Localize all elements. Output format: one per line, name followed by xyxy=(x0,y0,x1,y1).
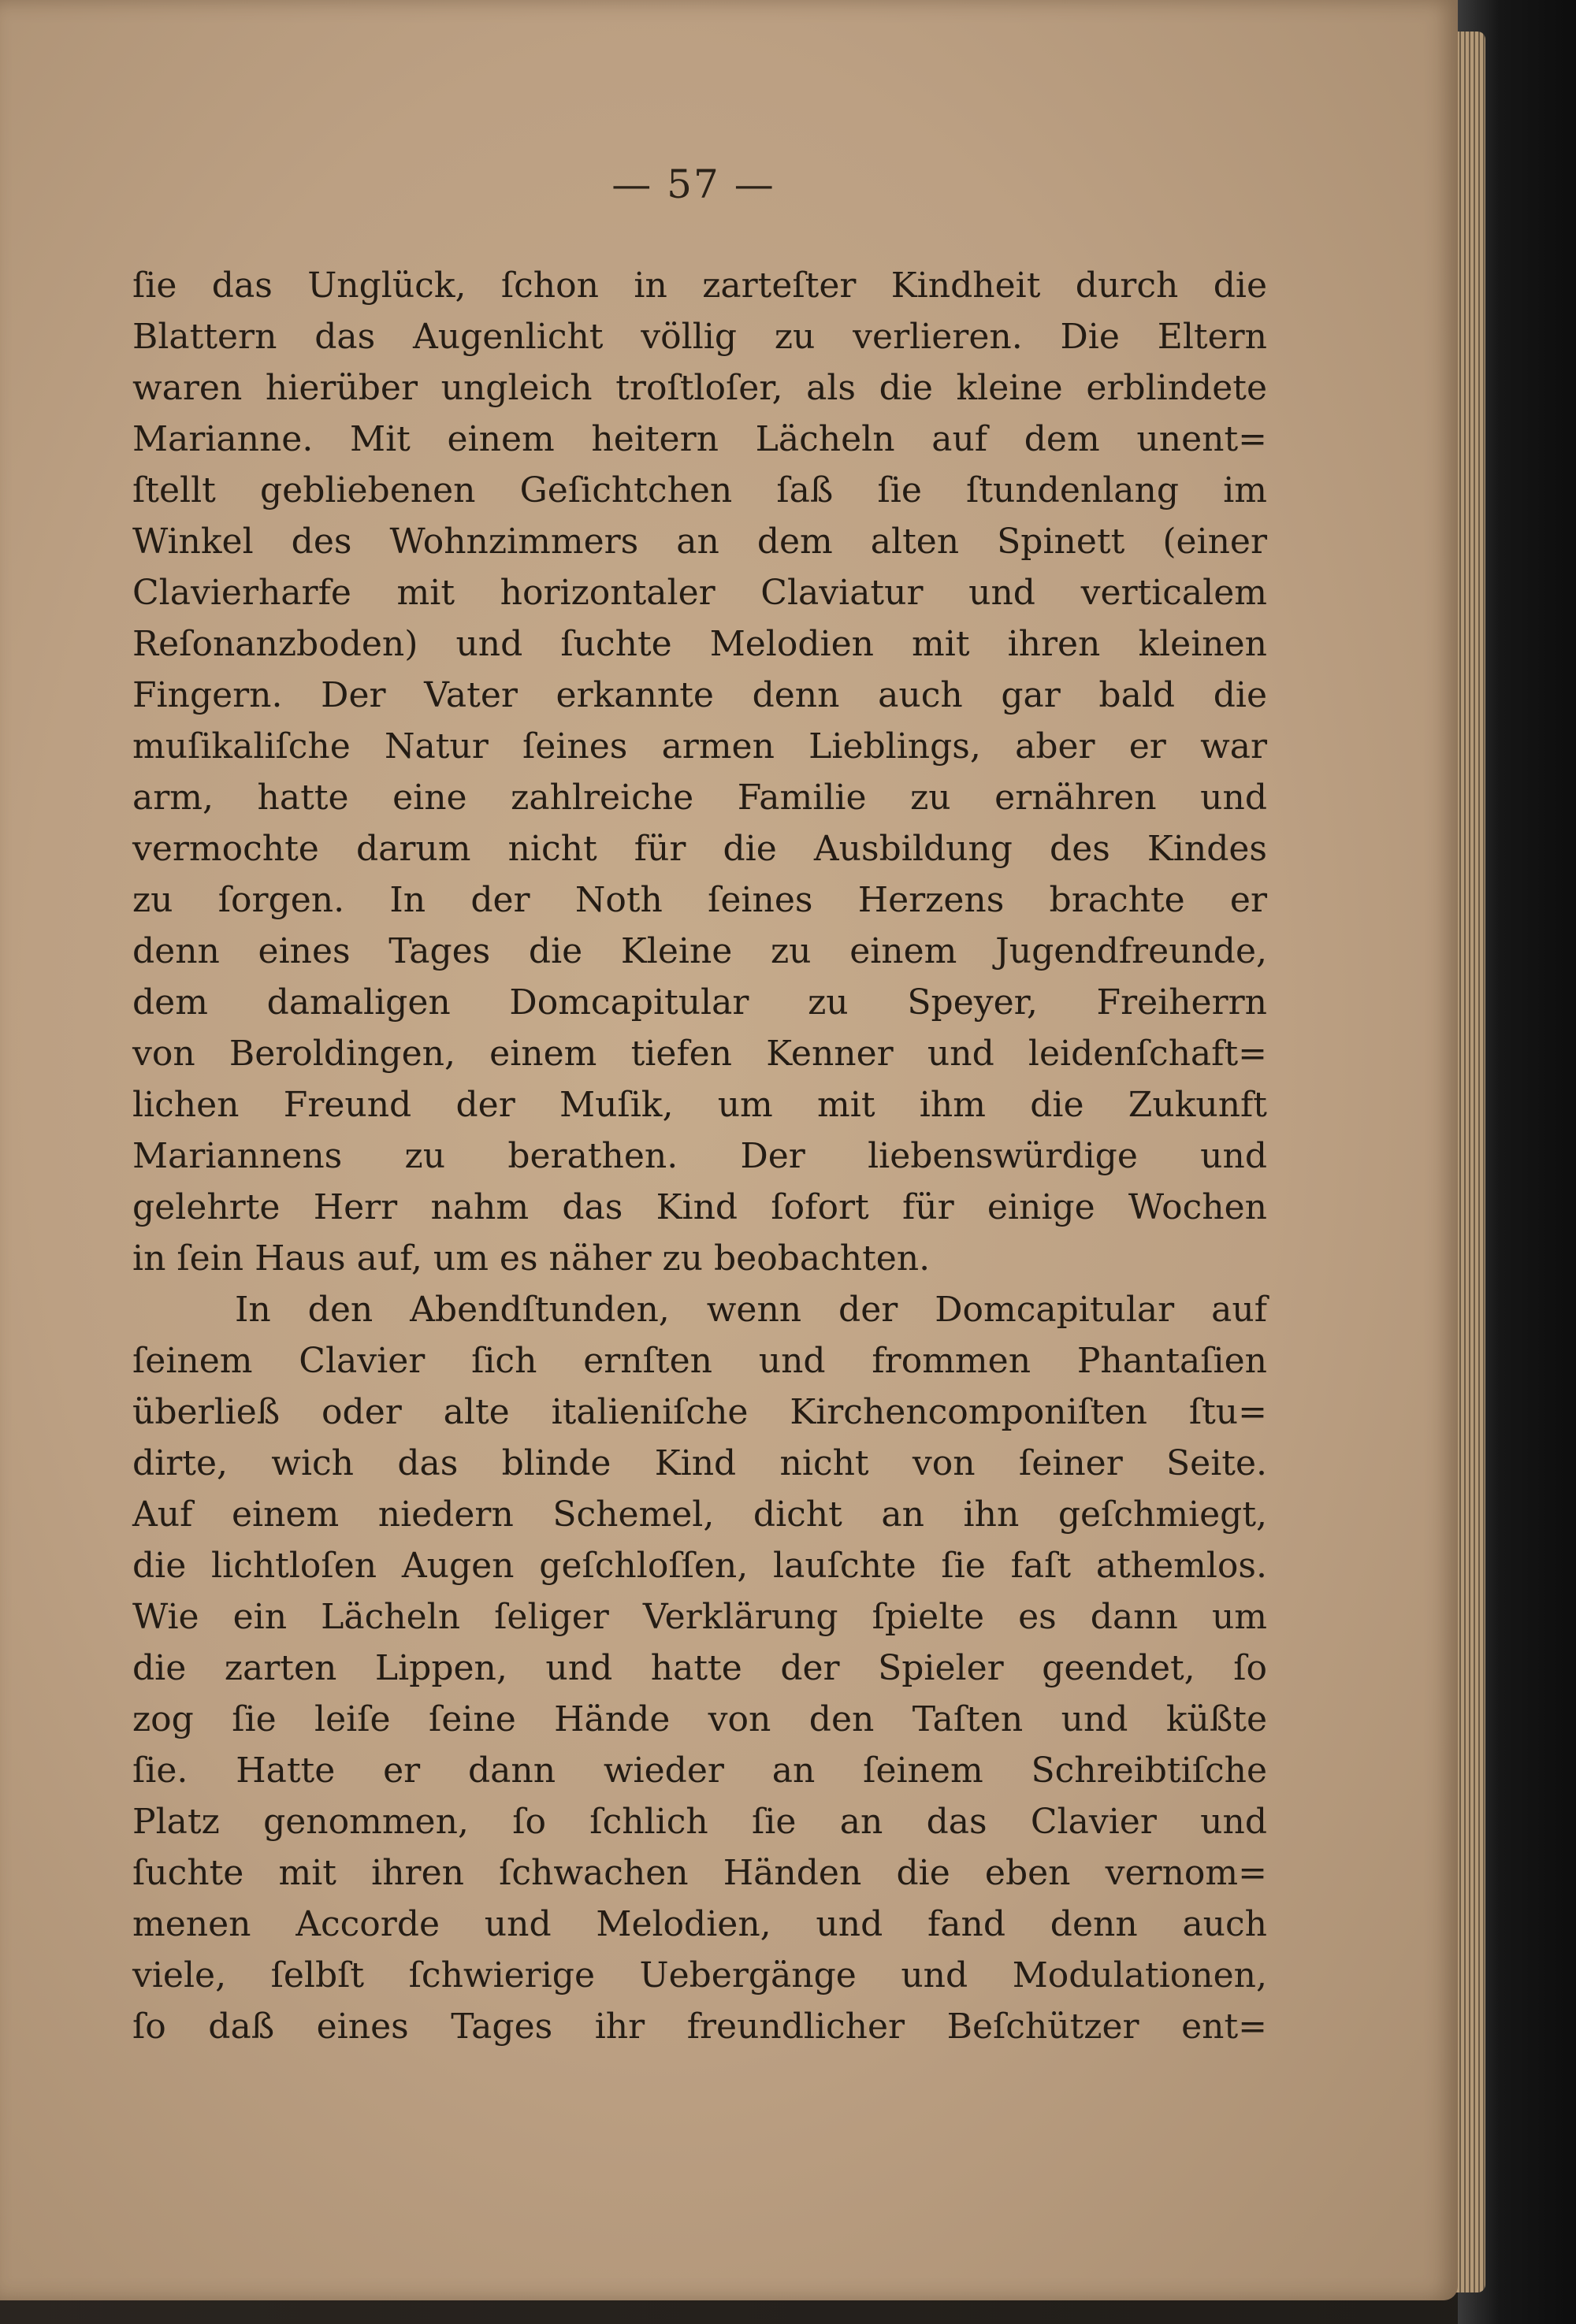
text-line: Reſonanzboden) und ſuchte Melodien mit ihren kleinen xyxy=(132,624,1267,664)
text-line: überließ oder alte italieniſche Kirchencomponiſten ſtu= xyxy=(132,1392,1267,1432)
text-line: arm, hatte eine zahlreiche Familie zu ernähren und xyxy=(132,778,1267,818)
text-line: ſo daß eines Tages ihr freundlicher Beſchützer ent= xyxy=(132,2007,1267,2047)
text-line: muſikaliſche Natur ſeines armen Lieblings, aber er war xyxy=(132,726,1267,767)
text-line: ſeinem Clavier ſich ernſten und frommen Phantaſien xyxy=(132,1341,1267,1381)
text-line: von Beroldingen, einem tiefen Kenner und leidenſchaft= xyxy=(132,1034,1267,1074)
text-line: In den Abendſtunden, wenn der Domcapitular auf xyxy=(235,1290,1267,1330)
text-line: denn eines Tages die Kleine zu einem Jugendfreunde, xyxy=(132,931,1267,971)
text-line: ſie. Hatte er dann wieder an ſeinem Schreibtiſche xyxy=(132,1750,1267,1791)
text-line: Fingern. Der Vater erkannte denn auch gar bald die xyxy=(132,675,1267,715)
text-line: Clavierharfe mit horizontaler Claviatur und verticalem xyxy=(132,573,1267,613)
text-line: ſuchte mit ihren ſchwachen Händen die eben vernom= xyxy=(132,1853,1267,1893)
text-line: Auf einem niedern Schemel, dicht an ihn geſchmiegt, xyxy=(132,1494,1267,1535)
text-line: zu ſorgen. In der Noth ſeines Herzens brachte er xyxy=(132,880,1267,920)
text-line: menen Accorde und Melodien, und fand denn auch xyxy=(132,1904,1267,1944)
text-line: Winkel des Wohnzimmers an dem alten Spinett (einer xyxy=(132,522,1267,562)
body-text xyxy=(132,260,1267,2052)
text-line: Wie ein Lächeln ſeliger Verklärung ſpielte es dann um xyxy=(132,1597,1267,1637)
text-line: waren hierüber ungleich troſtloſer, als die kleine erblindete xyxy=(132,368,1267,408)
text-line: die lichtloſen Augen geſchloſſen, lauſchte ſie faſt athemlos. xyxy=(132,1546,1267,1586)
text-line: zog ſie leiſe ſeine Hände von den Taſten und küßte xyxy=(132,1699,1267,1739)
text-line: lichen Freund der Muſik, um mit ihm die Zukunft xyxy=(132,1085,1267,1125)
page-number: — 57 — xyxy=(611,161,775,207)
text-line: Mariannens zu berathen. Der liebenswürdige und xyxy=(132,1136,1267,1176)
text-line: Platz genommen, ſo ſchlich ſie an das Clavier und xyxy=(132,1802,1267,1842)
text-line: Blattern das Augenlicht völlig zu verlieren. Die Eltern xyxy=(132,317,1267,357)
text-line: ſtellt gebliebenen Geſichtchen ſaß ſie ſtundenlang im xyxy=(132,470,1267,510)
text-line: vermochte darum nicht für die Ausbildung des Kindes xyxy=(132,829,1267,869)
text-line: viele, ſelbſt ſchwierige Uebergänge und Modulationen, xyxy=(132,1955,1267,1995)
text-line: dirte, wich das blinde Kind nicht von ſeiner Seite. xyxy=(132,1443,1267,1483)
text-line: gelehrte Herr nahm das Kind ſofort für einige Wochen xyxy=(132,1187,1267,1227)
text-line: ſie das Unglück, ſchon in zarteſter Kindheit durch die xyxy=(132,265,1267,306)
text-line: dem damaligen Domcapitular zu Speyer, Freiherrn xyxy=(132,982,1267,1023)
text-line: in ſein Haus auf, um es näher zu beobachten. xyxy=(132,1238,931,1279)
text-line: die zarten Lippen, und hatte der Spieler geendet, ſo xyxy=(132,1648,1267,1688)
text-line: Marianne. Mit einem heitern Lächeln auf dem unent= xyxy=(132,419,1267,459)
